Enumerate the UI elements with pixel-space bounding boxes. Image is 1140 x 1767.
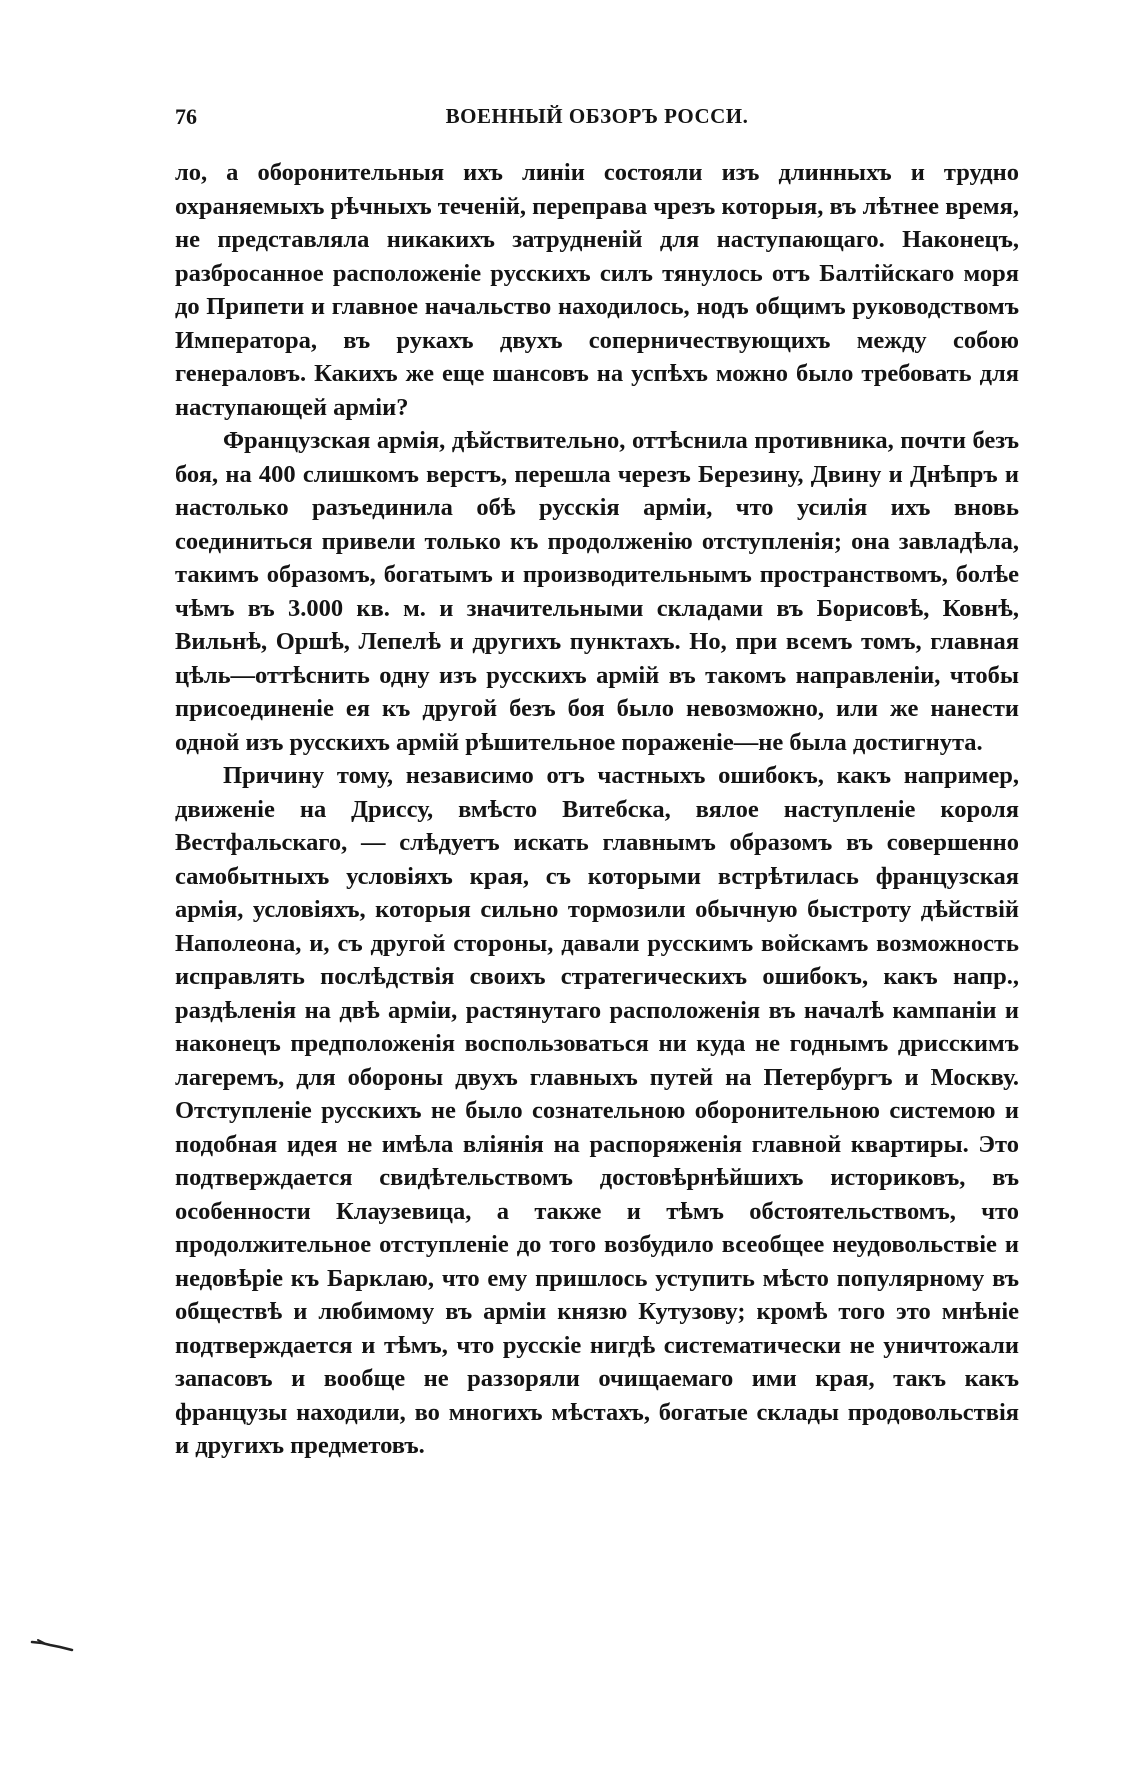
text-body <box>175 156 1019 1463</box>
paragraph-causes: Причину тому, независимо отъ частныхъ ошибокъ, какъ например, движеніе на Дриссу, вмѣсто Витебска, вялое наступленіе короля Вестфальскаго, — слѣдуетъ искать главнымъ образомъ въ совершенно самобытныхъ условіяхъ края, съ которыми встрѣтилась французская армія, условіяхъ, которыя сильно тормозили обычную быстроту дѣйствій Наполеона, и, съ другой стороны, давали русскимъ войскамъ возможность исправлять послѣдствія своихъ стратегическихъ ошибокъ, какъ напр., раздѣленія на двѣ арміи, растянутаго расположенія въ началѣ кампаніи и наконецъ предположенія воспользоваться ни куда не годнымъ дрисскимъ лагеремъ, для обороны двухъ главныхъ путей на Петербургъ и Москву. Отступленіе русскихъ не было сознательною оборонительною системою и подобная идея не имѣла вліянія на распоряженія главной квартиры. Это подтверждается свидѣтельствомъ достовѣрнѣйшихъ историковъ, въ особенности Клаузевица, а также и тѣмъ обстоятельствомъ, что продолжительное отступленіе до того возбудило всеобщее неудовольствіе и недовѣріе къ Барклаю, что ему пришлось уступить мѣсто популярному въ обществѣ и любимому въ арміи князю Кутузову; кромѣ того это мнѣніе подтверждается и тѣмъ, что русскіе нигдѣ систематически не уничтожали запасовъ и вообще не раззоряли очищаемаго ими края, такъ какъ французы находили, во многихъ мѣстахъ, богатые склады продовольствія и другихъ предметовъ. <box>175 762 1019 1459</box>
paragraph-french-army: Французская армія, дѣйствительно, оттѣснила противника, почти безъ боя, на 400 слишкомъ верстъ, перешла черезъ Березину, Двину и Днѣпръ и настолько разъединила обѣ русскія арміи, что усилія ихъ вновь соединиться привели только къ продолженію отступленія; она завладѣла, такимъ образомъ, богатымъ и производительнымъ пространствомъ, болѣе чѣмъ въ 3.000 кв. м. и значительными складами въ Борисовѣ, Ковнѣ, Вильнѣ, Оршѣ, Лепелѣ и другихъ пунктахъ. Но, при всемъ томъ, главная цѣль—оттѣснить одну изъ русскихъ армій въ такомъ направленіи, чтобы присоединеніе ея къ другой безъ боя было невозможно, или же нанести одной изъ русскихъ армій рѣшительное пораженіе—не была достигнута. <box>175 427 1019 756</box>
paragraph-continuation: ло, а оборонительныя ихъ линіи состояли изъ длинныхъ и трудно охраняемыхъ рѣчныхъ теченій, переправа чрезъ которыя, въ лѣтнее время, не представляла никакихъ затрудненій для наступающаго. Наконецъ, разбросанное расположеніе русскихъ силъ тянулось отъ Балтійскаго моря до Припети и главное начальство находилось, нодъ общимъ руководствомъ Императора, въ рукахъ двухъ соперничествующихъ между собою генераловъ. Какихъ же еще шансовъ на успѣхъ можно было требовать для наступающей арміи? <box>175 159 1019 421</box>
page-header <box>175 104 1019 138</box>
page-number: 76 <box>175 104 197 129</box>
running-title: ВОЕННЫЙ ОБЗОРЪ РОССИ. <box>445 104 749 128</box>
pencil-mark-icon <box>30 1638 74 1652</box>
